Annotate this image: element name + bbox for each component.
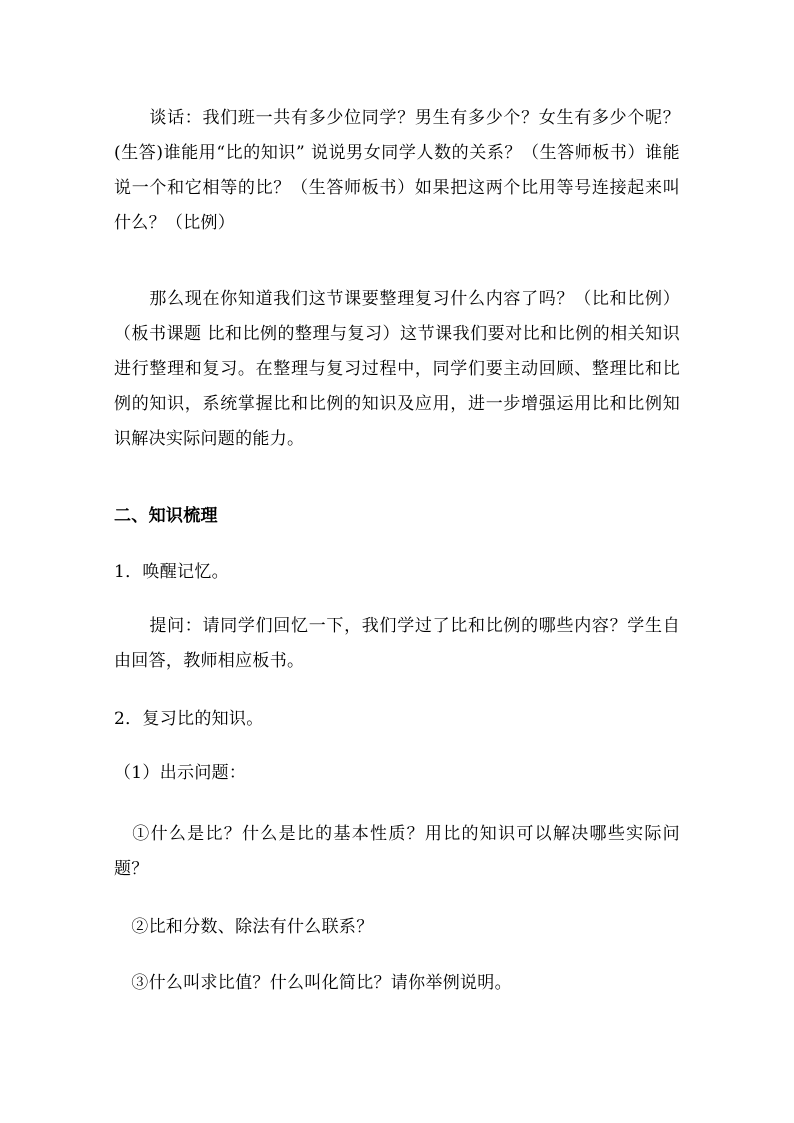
question-1: ①什么是比？什么是比的基本性质？用比的知识可以解决哪些实际问题？: [114, 824, 680, 879]
sub-step-show-problem: （1）出示问题：: [114, 763, 247, 783]
question-2: ②比和分数、除法有什么联系？: [114, 917, 374, 937]
section-heading-knowledge: 二、知识梳理: [114, 506, 218, 526]
step-wake-memory: 1．唤醒记忆。: [114, 562, 229, 582]
step-review-ratio: 2．复习比的知识。: [114, 709, 264, 729]
paragraph-dialogue: 谈话：我们班一共有多少位同学？男生有多少个？女生有多少个呢？(生答)谁能用“比的知识” 说说男女同学人数的关系？（生答师板书）谁能说一个和它相等的比？（生答师板书）如果把这两个比用等号连接起来叫什么？（比例）: [114, 108, 680, 233]
paragraph-question: 提问：请同学们回忆一下，我们学过了比和比例的哪些内容？学生自由回答，教师相应板书。: [114, 616, 680, 671]
paragraph-review-intro: 那么现在你知道我们这节课要整理复习什么内容了吗？（比和比例）（板书课题 比和比例的整理与复习）这节课我们要对比和比例的相关知识进行整理和复习。在整理与复习过程中，同学们要主动回顾、整理比和比例的知识，系统掌握比和比例的知识及应用，进一步增强运用比和比例知识解决实际问题的能力。: [114, 289, 680, 449]
question-3: ③什么叫求比值？什么叫化简比？请你举例说明。: [114, 973, 512, 993]
